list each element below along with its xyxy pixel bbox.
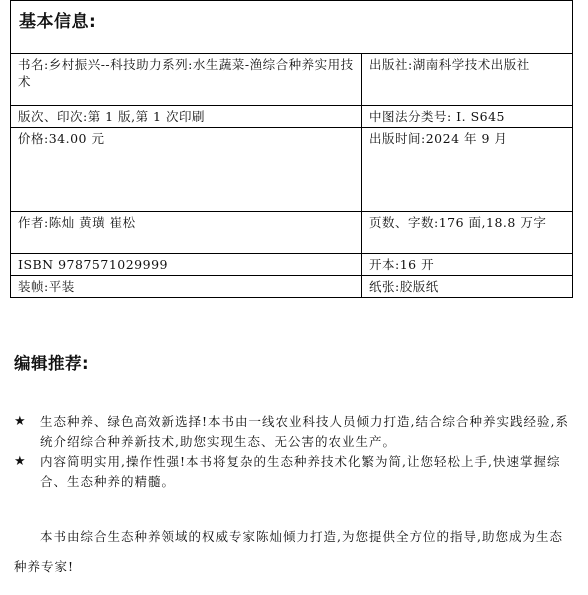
isbn-cell: ISBN 9787571029999 <box>11 254 362 276</box>
table-row <box>11 106 573 128</box>
table-row <box>11 54 573 106</box>
pages-words-cell: 页数、字数:176 面,18.8 万字 <box>362 212 573 254</box>
table-row <box>11 128 573 212</box>
recommend-paragraph: 本书由综合生态种养领域的权威专家陈灿倾力打造,为您提供全方位的指导,助您成为生态种养专家! <box>14 529 563 574</box>
paper-cell: 纸张:胶版纸 <box>362 276 573 298</box>
list-item <box>14 452 574 492</box>
table-title-row <box>11 1 573 54</box>
list-item <box>14 412 574 452</box>
bullet-text: 内容简明实用,操作性强!本书将复杂的生态种养技术化繁为简,让您轻松上手,快速掌握综合、生态种养的精髓。 <box>40 454 561 489</box>
table-row <box>11 212 573 254</box>
publisher-cell: 出版社:湖南科学技术出版社 <box>362 54 573 106</box>
basic-info-heading: 基本信息: <box>11 1 573 54</box>
star-icon: ★ <box>14 414 27 429</box>
classification-cell: 中图法分类号: I. S645 <box>362 106 573 128</box>
book-title-cell: 书名:乡村振兴--科技助力系列:水生蔬菜-渔综合种养实用技术 <box>11 54 362 106</box>
recommend-bullets <box>14 412 574 492</box>
table-row <box>11 276 573 298</box>
recommend-heading: 编辑推荐: <box>14 354 90 373</box>
table-row <box>11 254 573 276</box>
star-icon: ★ <box>14 454 27 469</box>
format-cell: 开本:16 开 <box>362 254 573 276</box>
author-cell: 作者:陈灿 黄璜 崔松 <box>11 212 362 254</box>
edition-cell: 版次、印次:第 1 版,第 1 次印刷 <box>11 106 362 128</box>
price-cell: 价格:34.00 元 <box>11 128 362 212</box>
publish-date-cell: 出版时间:2024 年 9 月 <box>362 128 573 212</box>
binding-cell: 装帧:平装 <box>11 276 362 298</box>
basic-info-table <box>10 0 573 298</box>
bullet-text: 生态种养、绿色高效新选择!本书由一线农业科技人员倾力打造,结合综合种养实践经验,系统介绍综合种养新技术,助您实现生态、无公害的农业生产。 <box>40 414 569 449</box>
